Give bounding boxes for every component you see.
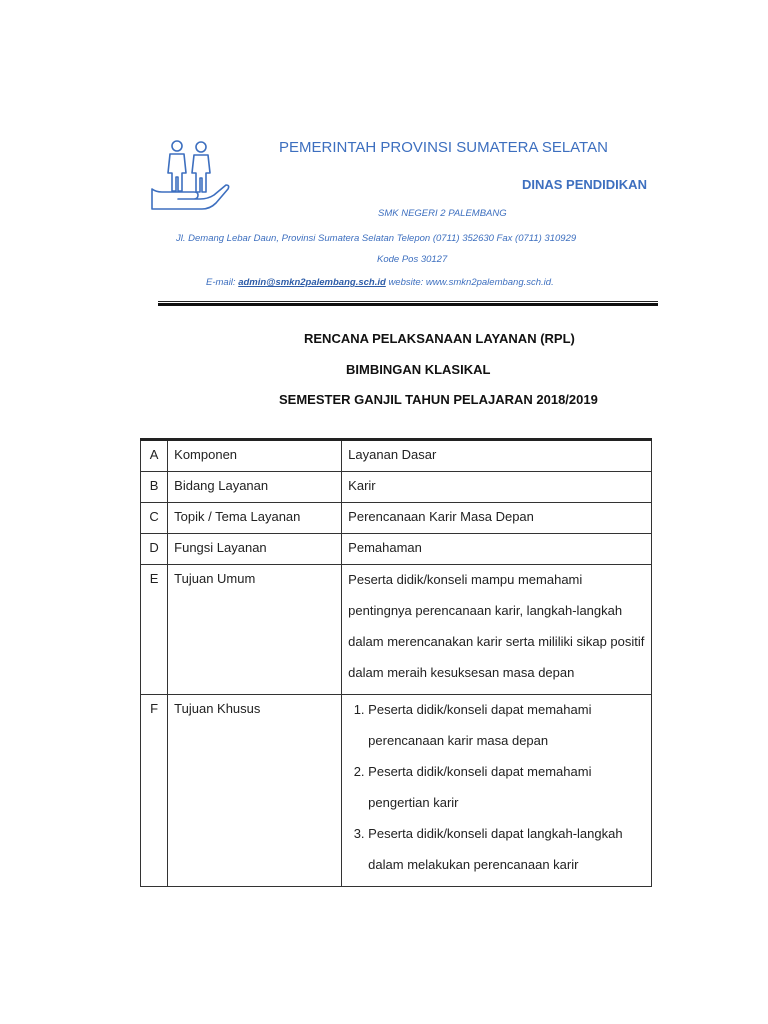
row-code: D: [141, 534, 168, 565]
document-title: RENCANA PELAKSANAAN LAYANAN (RPL): [304, 331, 575, 346]
table-row: [141, 534, 652, 565]
tujuan-khusus-list: [348, 694, 645, 880]
row-label: Komponen: [168, 440, 342, 472]
email-link[interactable]: admin@smkn2palembang.sch.id: [238, 277, 386, 288]
row-value: Pemahaman: [342, 534, 652, 565]
list-item: 3. Peserta didik/konseli dapat langkah-langkah dalam melakukan perencanaan karir: [368, 818, 645, 880]
row-label: Fungsi Layanan: [168, 534, 342, 565]
contact-line: [206, 277, 554, 288]
row-code: F: [141, 695, 168, 887]
row-value: Perencanaan Karir Masa Depan: [342, 503, 652, 534]
row-label: Topik / Tema Layanan: [168, 503, 342, 534]
row-value: [342, 565, 652, 695]
table-row: [141, 565, 652, 695]
header-divider-thick: [158, 303, 658, 306]
row-value: Karir: [342, 472, 652, 503]
postal-code: Kode Pos 30127: [377, 254, 448, 265]
website-text: website: www.smkn2palembang.sch.id.: [388, 277, 554, 288]
document-semester: SEMESTER GANJIL TAHUN PELAJARAN 2018/2019: [279, 392, 598, 407]
table-row: [141, 503, 652, 534]
table-row: [141, 440, 652, 472]
list-item: 1. Peserta didik/konseli dapat memahami perencanaan karir masa depan: [368, 694, 645, 756]
list-item: 2. Peserta didik/konseli dapat memahami pengertian karir: [368, 756, 645, 818]
document-subtitle: BIMBINGAN KLASIKAL: [346, 362, 491, 377]
header-divider-thin: [158, 301, 658, 302]
row-value: [342, 695, 652, 887]
row-label: Tujuan Umum: [168, 565, 342, 695]
row-code: A: [141, 440, 168, 472]
row-label: Tujuan Khusus: [168, 695, 342, 887]
rpl-table: [140, 438, 652, 887]
row-code: E: [141, 565, 168, 695]
department-heading: DINAS PENDIDIKAN: [522, 177, 647, 192]
email-label: E-mail:: [206, 277, 236, 288]
school-name: SMK NEGERI 2 PALEMBANG: [378, 208, 507, 219]
row-value: Layanan Dasar: [342, 440, 652, 472]
government-heading: PEMERINTAH PROVINSI SUMATERA SELATAN: [279, 139, 608, 156]
row-code: C: [141, 503, 168, 534]
table-row: [141, 695, 652, 887]
row-code: B: [141, 472, 168, 503]
tujuan-umum-text: Peserta didik/konseli mampu memahami pentingnya perencanaan karir, langkah-langkah dalam merencanakan karir serta mililiki sikap positif dalam meraih kesuksesan masa depan: [348, 572, 645, 680]
two-figures-on-hand-logo-icon: [148, 137, 232, 213]
row-label: Bidang Layanan: [168, 472, 342, 503]
table-row: [141, 472, 652, 503]
school-address: Jl. Demang Lebar Daun, Provinsi Sumatera Selatan Telepon (0711) 352630 Fax (0711) 310929: [176, 233, 577, 244]
